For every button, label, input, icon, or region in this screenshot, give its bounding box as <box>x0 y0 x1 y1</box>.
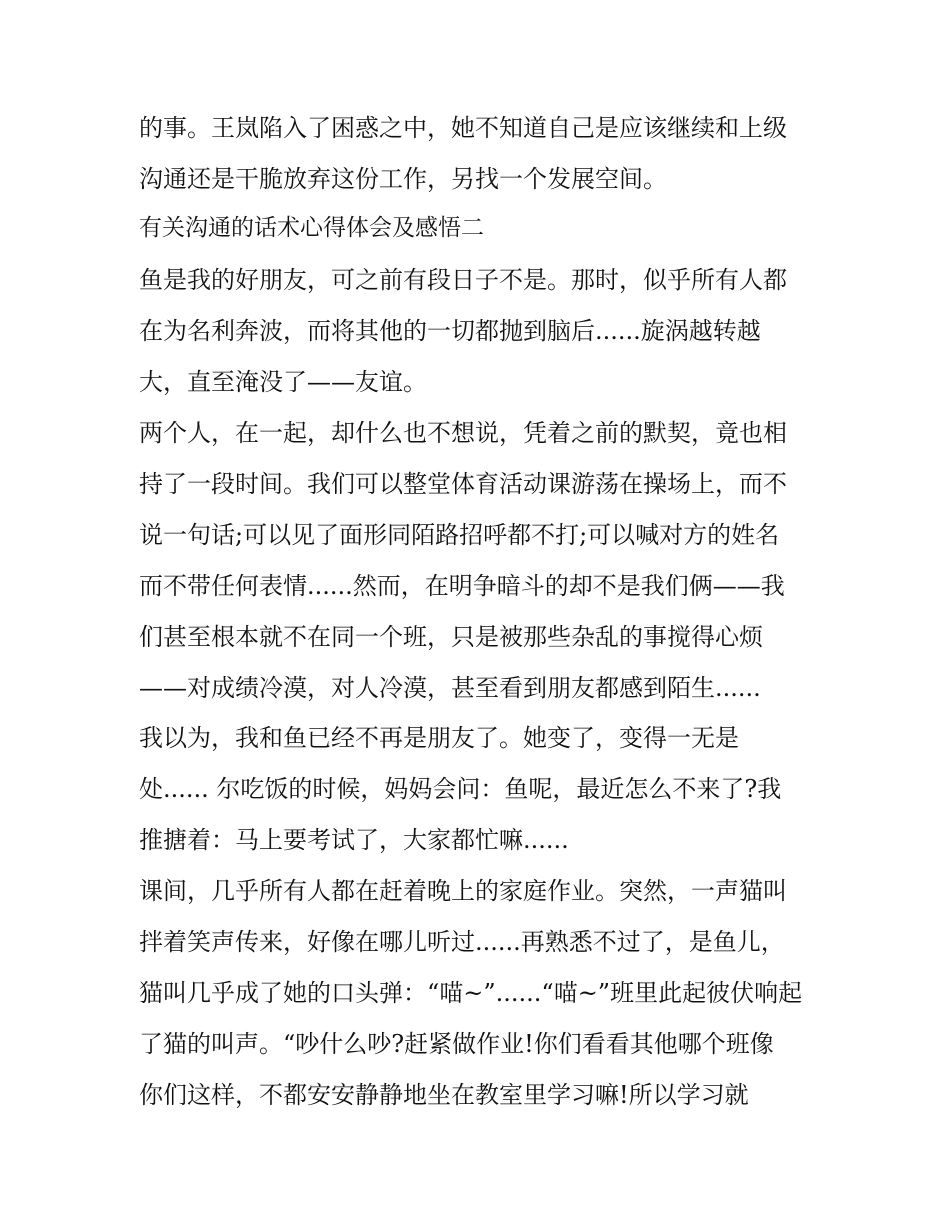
text-line: 拌着笑声传来，好像在哪儿听过......再熟悉不过了，是鱼儿， <box>139 928 785 956</box>
text-line: 大，直至淹没了——友谊。 <box>139 368 427 396</box>
section-heading: 有关沟通的话术心得体会及感悟二 <box>139 215 484 241</box>
text-line: 两个人，在一起，却什么也不想说，凭着之前的默契，竟也相 <box>139 419 787 447</box>
text-line: 课间，几乎所有人都在赶着晚上的家庭作业。突然，一声猫叫 <box>139 877 787 905</box>
text-line: 猫叫几乎成了她的口头弹：“喵~”......“喵~”班里此起彼伏响起 <box>139 979 803 1007</box>
text-line: 鱼是我的好朋友，可之前有段日子不是。那时，似乎所有人都 <box>139 266 787 294</box>
text-line: 们甚至根本就不在同一个班，只是被那些杂乱的事搅得心烦 <box>139 623 763 651</box>
text-line: 持了一段时间。我们可以整堂体育活动课游荡在操场上，而不 <box>139 470 787 498</box>
text-line: 了猫的叫声。“吵什么吵?赶紧做作业!你们看看其他哪个班像 <box>139 1030 774 1058</box>
text-line: 处...... 尔吃饭的时候，妈妈会问：鱼呢，最近怎么不来了?我 <box>139 775 782 803</box>
text-line: ——对成绩冷漠，对人冷漠，甚至看到朋友都感到陌生...... <box>139 674 761 702</box>
text-line: 而不带任何表情......然而，在明争暗斗的却不是我们俩——我 <box>139 572 785 600</box>
text-line: 沟通还是干脆放弃这份工作，另找一个发展空间。 <box>139 165 667 193</box>
text-line: 的事。王岚陷入了困惑之中，她不知道自己是应该继续和上级 <box>139 114 787 142</box>
text-line: 说一句话;可以见了面形同陌路招呼都不打;可以喊对方的姓名 <box>139 521 780 549</box>
text-line: 你们这样，不都安安静静地坐在教室里学习嘛!所以学习就 <box>139 1081 749 1109</box>
text-line: 在为名利奔波，而将其他的一切都抛到脑后......旋涡越转越 <box>139 317 761 345</box>
text-line: 我以为，我和鱼已经不再是朋友了。她变了，变得一无是 <box>139 724 739 752</box>
text-line: 推搪着：马上要考试了，大家都忙嘛...... <box>139 826 569 854</box>
